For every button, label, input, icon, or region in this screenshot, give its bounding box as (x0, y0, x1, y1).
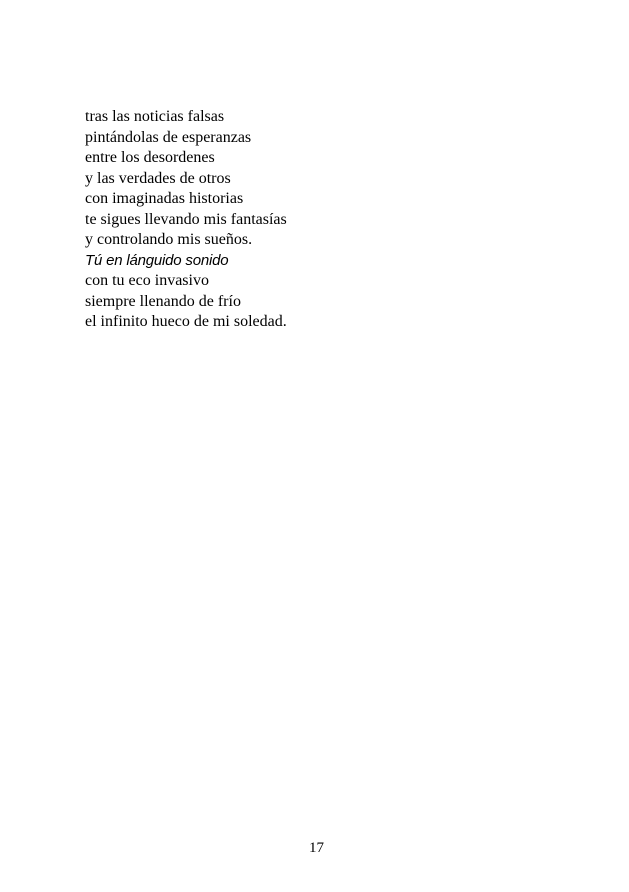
poem-line: y controlando mis sueños. (85, 231, 253, 248)
poem-line: entre los desordenes (85, 149, 215, 166)
poem-line: siempre llenando de frío (85, 292, 241, 310)
poem-text-block (85, 107, 565, 333)
page-number: 17 (309, 840, 324, 856)
poem-line: con imaginadas historias (85, 190, 244, 207)
poem-line: con tu eco invasivo (85, 272, 209, 289)
poem-line: el infinito hueco de mi soledad. (85, 313, 287, 330)
poem-line: pintándolas de esperanzas (85, 128, 252, 146)
poem-line: tras las noticias falsas (85, 108, 225, 125)
poem-line-italic: Tú en lánguido sonido (85, 251, 229, 269)
poem-line: te sigues llevando mis fantasías (85, 210, 287, 228)
poem-line: y las verdades de otros (85, 169, 231, 187)
